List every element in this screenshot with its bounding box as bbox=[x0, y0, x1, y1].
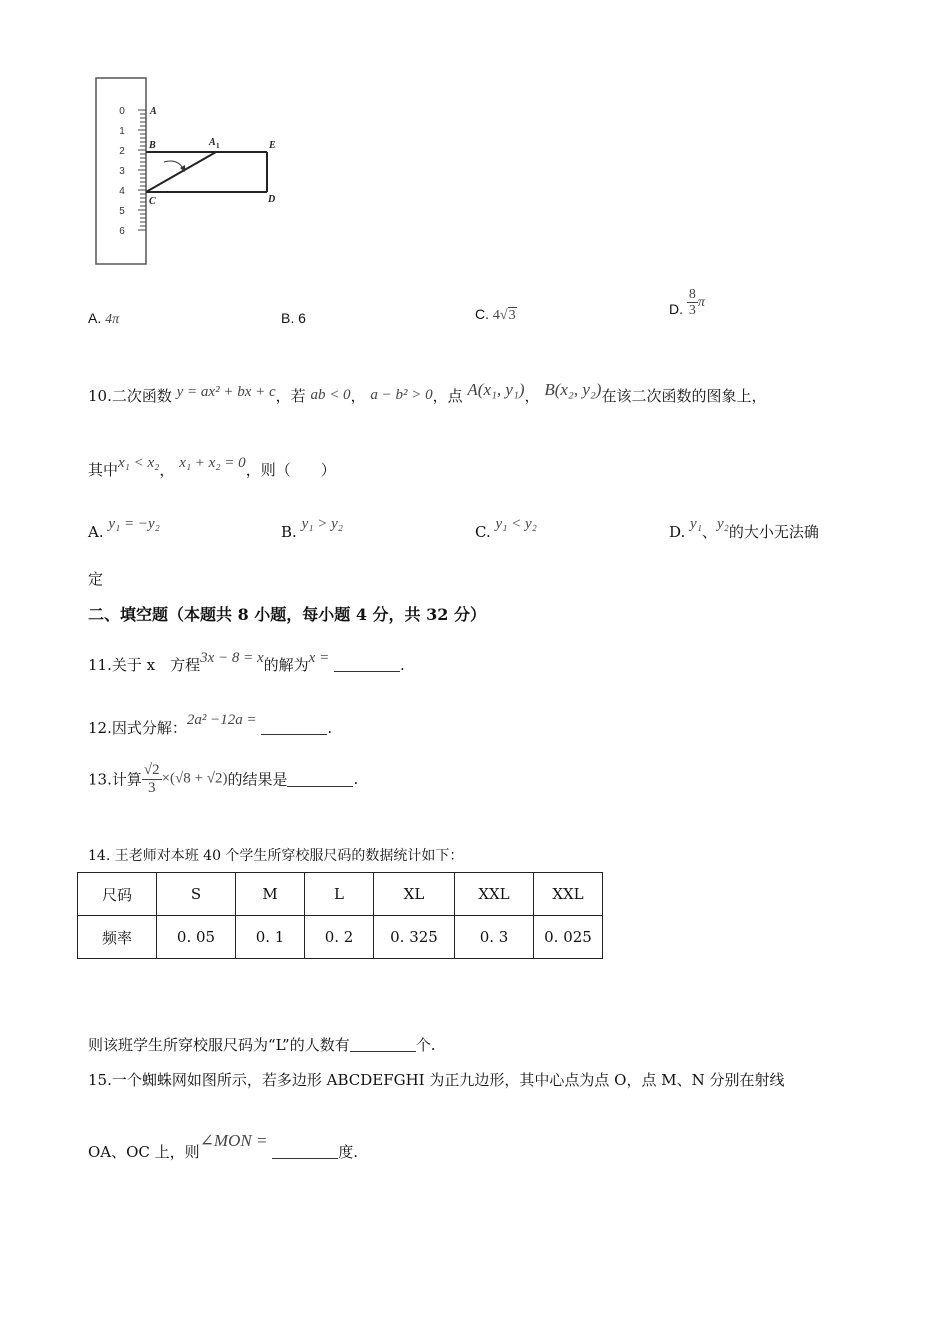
point-label-b: B bbox=[149, 140, 156, 151]
q9-option-d-fraction bbox=[687, 287, 698, 319]
table-row bbox=[78, 916, 603, 959]
q10-line1 bbox=[88, 380, 766, 406]
ruler-tick-marks bbox=[138, 110, 146, 230]
q10-option-d-sep: 、 bbox=[701, 523, 717, 541]
q12-expression: 2a² −12a = bbox=[186, 712, 257, 728]
q10-tail: 在该二次函数的图象上， bbox=[601, 387, 767, 405]
ruler-tick-0: 0 bbox=[119, 106, 125, 117]
q13-end: . bbox=[353, 770, 359, 788]
q14-size-table bbox=[77, 872, 603, 959]
q9-option-c-coef: 4 bbox=[492, 308, 500, 323]
ruler-tick-4: 4 bbox=[119, 186, 125, 197]
q14-question bbox=[88, 1034, 436, 1055]
segment-ca1 bbox=[146, 152, 216, 192]
q10-cond-ab: ab < 0 bbox=[310, 387, 351, 403]
q9-option-a bbox=[88, 310, 119, 328]
q10-option-d-y1: y₁ bbox=[690, 516, 702, 532]
q13-fraction-numerator: √2 bbox=[143, 762, 160, 778]
q9-option-d-numerator: 8 bbox=[688, 287, 696, 302]
q9-option-b-value: 6 bbox=[298, 310, 306, 326]
point-label-c: C bbox=[149, 196, 156, 207]
ruler-tick-1: 1 bbox=[119, 126, 125, 137]
table-cell: 尺码 bbox=[78, 873, 157, 916]
q10-cond-a-b2: a − b² > 0 bbox=[370, 387, 433, 403]
table-cell: M bbox=[236, 873, 305, 916]
q13-fraction-denominator: 3 bbox=[147, 779, 156, 796]
q11-mid: 的解为 bbox=[263, 656, 309, 674]
table-cell: 0. 05 bbox=[157, 916, 236, 959]
q10-option-b bbox=[281, 516, 343, 541]
q9-option-c bbox=[475, 306, 517, 324]
q14-prompt: 14. 王老师对本班 40 个学生所穿校服尺码的数据统计如下： bbox=[88, 848, 464, 864]
q11-prefix: 11.关于 x 方程 bbox=[88, 656, 201, 674]
ruler-tick-2: 2 bbox=[119, 146, 125, 157]
ruler-tick-5: 5 bbox=[119, 206, 125, 217]
q13 bbox=[88, 762, 358, 796]
q12 bbox=[88, 712, 332, 738]
ruler-figure bbox=[92, 74, 292, 269]
q10-line2 bbox=[88, 455, 336, 480]
q10-option-b-label: B. bbox=[281, 523, 297, 541]
q13-answer-blank[interactable] bbox=[287, 772, 353, 787]
q9-option-a-label: A. bbox=[88, 310, 102, 326]
q10-cond-prefix: ，若 bbox=[275, 387, 306, 405]
q10-comma-1: ， bbox=[350, 387, 366, 405]
point-label-e: E bbox=[269, 140, 276, 151]
q10-option-c-label: C. bbox=[475, 523, 491, 541]
q10-option-d-wrap: 定 bbox=[88, 570, 104, 588]
q13-fraction bbox=[142, 762, 162, 796]
table-cell: 0. 2 bbox=[305, 916, 374, 959]
table-cell: S bbox=[157, 873, 236, 916]
q9-option-d bbox=[669, 287, 705, 319]
table-cell: 0. 025 bbox=[534, 916, 603, 959]
q10-cond-sum-zero: x₁ + x₂ = 0 bbox=[179, 455, 246, 471]
q10-option-d-text: 的大小无法确 bbox=[728, 523, 819, 541]
q9-option-c-radicand: 3 bbox=[508, 308, 516, 323]
q10-cond-x1-lt-x2: x₁ < x₂ bbox=[118, 455, 160, 471]
point-label-a1-subscript: 1 bbox=[216, 142, 220, 150]
q15-line1: 15.一个蜘蛛网如图所示，若多边形 ABCDEFGHI 为正九边形，其中心点为点 O，点 M、N 分别在射线 bbox=[88, 1071, 785, 1089]
q15-line2-prefix: OA、OC 上，则 bbox=[88, 1143, 200, 1161]
q15-angle: ∠MON = bbox=[199, 1131, 268, 1150]
q9-option-b bbox=[281, 310, 306, 326]
q10-option-c-value: y₁ < y₂ bbox=[495, 516, 537, 532]
q9-option-c-label: C. bbox=[475, 306, 489, 322]
table-cell: XXL bbox=[534, 873, 603, 916]
q12-end: . bbox=[327, 719, 333, 737]
section-2-title: 二、填空题（本题共 8 小题，每小题 4 分，共 32 分） bbox=[88, 605, 486, 624]
q9-option-d-denominator: 3 bbox=[688, 303, 696, 319]
q10-option-b-value: y₁ > y₂ bbox=[301, 516, 343, 532]
q15-end: 度. bbox=[338, 1143, 358, 1161]
q10-function: y = ax² + bx + c bbox=[176, 384, 276, 400]
q11-lhs: x = bbox=[308, 650, 330, 666]
point-label-a1: A bbox=[209, 137, 216, 148]
q11-end: . bbox=[399, 656, 405, 674]
table-cell: 频率 bbox=[78, 916, 157, 959]
table-row bbox=[78, 873, 603, 916]
ruler-tick-3: 3 bbox=[119, 166, 125, 177]
table-cell: L bbox=[305, 873, 374, 916]
point-label-a: A bbox=[150, 106, 157, 117]
table-cell: 0. 3 bbox=[455, 916, 534, 959]
q15-answer-blank[interactable] bbox=[272, 1144, 338, 1159]
q10-comma-2: ， bbox=[524, 387, 540, 405]
q14-question-text: 则该班学生所穿校服尺码为“L”的人数有 bbox=[88, 1036, 350, 1054]
q10-comma-3: ， bbox=[159, 461, 175, 479]
q10-option-d bbox=[669, 516, 819, 542]
q13-suffix: 的结果是 bbox=[227, 770, 288, 789]
q9-option-c-value: 4√3 bbox=[492, 308, 516, 323]
table-cell: XL bbox=[374, 873, 455, 916]
table-cell: 0. 1 bbox=[236, 916, 305, 959]
q9-option-d-label: D. bbox=[669, 300, 683, 317]
q11-answer-blank[interactable] bbox=[334, 657, 400, 672]
q12-answer-blank[interactable] bbox=[261, 720, 327, 735]
q13-prefix: 13.计算 bbox=[88, 770, 142, 789]
q13-expression-rest: ×(√8 + √2) bbox=[161, 770, 228, 787]
q14-answer-blank[interactable] bbox=[350, 1037, 416, 1052]
q10-number: 10.二次函数 bbox=[88, 387, 172, 405]
q9-option-b-label: B. bbox=[281, 310, 295, 326]
q10-option-d-y2: y₂ bbox=[716, 516, 729, 532]
q10-option-d-label: D. bbox=[669, 523, 686, 541]
q10-line2-prefix: 其中 bbox=[88, 461, 119, 479]
q10-option-a bbox=[88, 516, 160, 541]
q15-line2 bbox=[88, 1131, 358, 1162]
table-cell: XXL bbox=[455, 873, 534, 916]
q10-option-c bbox=[475, 516, 537, 541]
q11-equation: 3x − 8 = x bbox=[200, 650, 264, 666]
q10-point-prefix: ，点 bbox=[432, 387, 463, 405]
q11 bbox=[88, 650, 405, 675]
q10-option-a-value: y₁ = −y₂ bbox=[108, 516, 160, 532]
q12-prefix: 12.因式分解： bbox=[88, 719, 187, 737]
q9-option-a-value: 4π bbox=[105, 312, 120, 327]
q14-question-end: 个. bbox=[415, 1036, 436, 1054]
q10-point-b: B(x₂, y₂) bbox=[544, 380, 602, 399]
table-cell: 0. 325 bbox=[374, 916, 455, 959]
q10-line2-tail: ，则（ ） bbox=[245, 461, 336, 479]
ruler-tick-6: 6 bbox=[119, 226, 125, 237]
q9-option-d-pi: π bbox=[697, 294, 705, 310]
point-label-d: D bbox=[268, 194, 276, 205]
q10-point-a: A(x₁, y₁) bbox=[467, 380, 525, 399]
q10-option-a-label: A. bbox=[88, 523, 104, 541]
